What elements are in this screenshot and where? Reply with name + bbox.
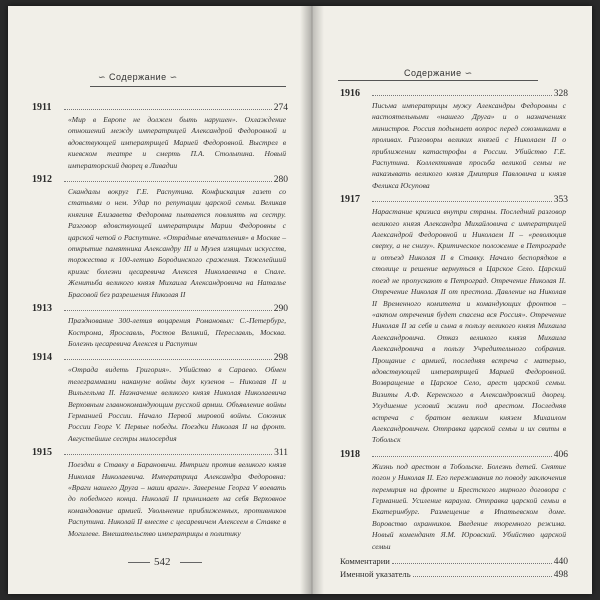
entry-page-number: 280 — [273, 175, 288, 186]
entry-year: 1912 — [32, 174, 52, 186]
toc-entries — [340, 88, 568, 581]
entry-year: 1911 — [32, 102, 52, 113]
entry-description: «Мир в Европе не должен быть нарушен». Охлаждение отношений между императрицей Александрой Федоровной и вдовствующей императрицей Марией Федоровной. Выстрел в киевском театре и смерть П.А. Столыпина. Новый императорский дворец в Ливадии — [68, 115, 286, 170]
entry-description: Празднование 300-летия воцарения Романовых: С.-Петербург, Кострома, Ярославль, Ростов Великий, Переславль, Москва. Болезнь цесаревича Алексея и Распутин — [68, 316, 286, 348]
header-rule — [90, 86, 286, 87]
entry-year: 1917 — [340, 194, 360, 206]
dot-leader — [372, 200, 552, 202]
toc-entry-1912 — [32, 174, 288, 300]
dot-leader — [372, 94, 552, 96]
folio-ornament — [128, 562, 150, 563]
toc-entries — [32, 102, 288, 542]
toc-entry-1917 — [340, 194, 568, 446]
entry-page-number: 353 — [553, 195, 568, 206]
entry-year: 1914 — [32, 352, 52, 364]
dot-leader — [372, 455, 552, 457]
entry-page-number: 498 — [553, 570, 568, 581]
entry-page-number: 298 — [273, 353, 288, 364]
toc-entry-1918 — [340, 449, 568, 552]
page-number: 542 — [154, 556, 171, 568]
entry-page-number: 328 — [553, 89, 568, 99]
folio-ornament — [180, 562, 202, 563]
dot-leader — [392, 562, 552, 564]
book-gutter — [300, 6, 324, 594]
book-spread — [8, 6, 592, 594]
entry-page-number: 274 — [273, 103, 288, 113]
dot-leader — [64, 358, 272, 360]
entry-description: Нарастание кризиса внутри страны. Последний разговор великого князя Александра Михайловича с императрицей Александрой Федоровной и Николаем II – «революция сверху, а не снизу». Критическое положение в Петрограде и отъезд Николая II в Ставку. Начало беспорядков в столице и решение вернуться в Царское Село. Царский поезд не пропускают в Петроград. Отречение Николая II. Отречение Николая II от престола. Давление на Николая II Временного комитета и командующих фронтов – «актом отречения будет спасена вся Россия». Отречение Николая II за себя и сына в пользу великого князя Михаила Александровича. Отказ великого князя Михаила Александровича в пользу Учредительного собрания. Прощание с армией, последняя встреча с матерью, вдовствующей императрицей Марией Федоровной. Возвращение в Царское Село, арест царской семьи. Визиты А.Ф. Керенского в Александровский дворец. Ухудшение условий жизни под арестом. Последняя встреча с братом великим князем Михаилом Александровичем. Отправка царской семьи и их свиты в Тобольск — [372, 207, 566, 445]
dot-leader — [64, 453, 272, 455]
dot-leader — [64, 180, 272, 182]
entry-description: Скандалы вокруг Г.Е. Распутина. Конфискация газет со статьями о нем. Удар по репутации царской семьи. Великая княгиня Елизавета Федоровна пытается повлиять на сестру. Разговор вдовствующей императрицы Марии Федоровны с царской четой о Распутине. «Отрадные впечатления» в Москве – открытие памятника Александру III и Музея изящных искусств, торжества к 100-летию Бородинского сражения. Тяжелейший кризис болезни цесаревича Алексея Николаевича в Спале. Женитьба великого князя Михаила Александровича на Наталье Брасовой без разрешения Николая II — [68, 187, 286, 299]
entry-page-number: 440 — [553, 557, 568, 568]
entry-description: Поездки в Ставку в Барановичи. Интриги против великого князя Николая Николаевича. Императрица Александра Федоровна: «Враги нашего Друга – наши враги». Заверение Георга V воевать до победного конца. Николай II принимает на себя Верховное командование армией. Увольнение приближенных, противников Распутина. Николай II вместе с цесаревичем Алексеем в Ставке в Могилеве. Вмешательство императрицы в политику — [68, 460, 286, 538]
left-page — [18, 6, 290, 594]
toc-entry-1916 — [340, 88, 568, 191]
header-rule — [338, 80, 538, 81]
toc-entry-1913 — [32, 303, 288, 349]
entry-page-number: 290 — [273, 304, 288, 315]
dot-leader — [64, 309, 272, 311]
entry-page-number: 406 — [553, 449, 568, 460]
entry-description: Письма императрицы мужу Александры Федоровны с настоятельными «нашего Друга» и о назначениях министров. Россия подымает вопрос перед союзниками в проливах. Разговоры великих князей с Николаем II о приближении катастрофы в России. Убийство Г.Е. Распутина. Коллективная просьба великой семьи не наказывать великого князя Дмитрия Павловича и князя Феликса Юсупова — [372, 101, 566, 190]
entry-year: 1915 — [32, 447, 52, 459]
toc-entry-1911 — [32, 102, 288, 171]
entry-year: 1913 — [32, 303, 52, 315]
entry-year: 1918 — [340, 448, 360, 460]
toc-entry-comments — [340, 555, 568, 568]
running-head: Содержание ∽ — [404, 68, 473, 78]
toc-entry-name-index — [340, 568, 568, 581]
right-page — [326, 6, 586, 594]
entry-label: Комментарии — [340, 556, 390, 567]
toc-entry-1914 — [32, 352, 288, 444]
entry-description: Жизнь под арестом в Тобольске. Болезнь детей. Снятие погон у Николая II. Его переживания по поводу заключения перемирия на фронте и Брестского мирного договора с Германией. Усиление караула. Отправка царской семьи в Екатеринбург. Размещение в Ипатьевском доме. Воровство охранников. Введение тюремного режима. Новый комендант Я.М. Юровский. Убийство царской семьи — [372, 461, 566, 551]
running-head: ∽ Содержание ∽ — [98, 72, 178, 82]
entry-label: Именной указатель — [340, 569, 411, 580]
entry-year: 1916 — [340, 88, 360, 99]
dot-leader — [413, 575, 552, 577]
entry-description: «Отрада видеть Григория». Убийство в Сараево. Обмен телеграммами накануне войны двух кузенов – Николая II и Вильгельма II. Назначение великого князя Николая Николаевича Верховным главнокомандующим русской армии. Объявление войны Германией России. Начало Первой мировой войны. Союзник России Георг V. Первые победы. Поездки Николая II на фронт. Августейшие сестры милосердия — [68, 365, 286, 443]
toc-entry-1915 — [32, 447, 288, 539]
entry-page-number: 311 — [274, 448, 288, 459]
dot-leader — [64, 108, 272, 110]
